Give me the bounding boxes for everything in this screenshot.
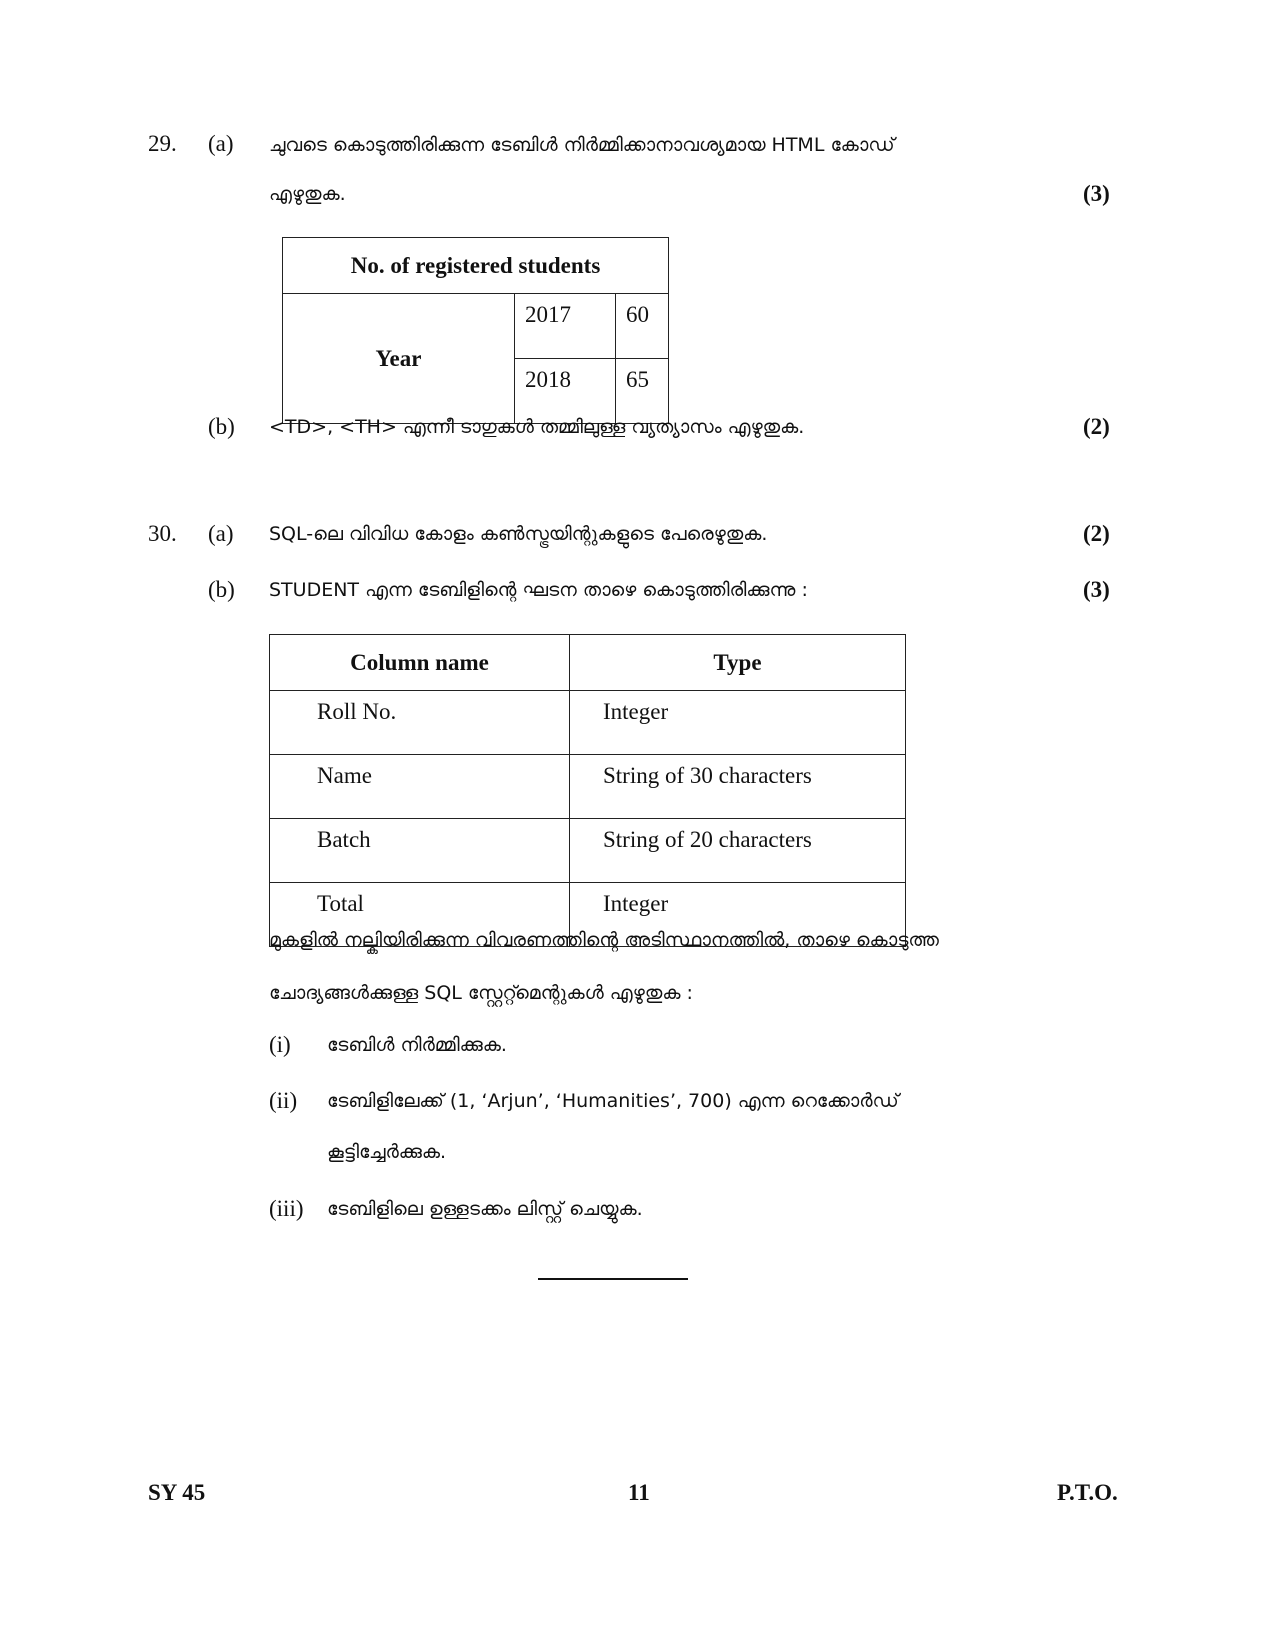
count-cell: 60 [616, 294, 669, 359]
footer-pto: P.T.O. [1057, 1480, 1118, 1505]
column-name-cell: Roll No. [270, 691, 570, 755]
q30-para-line2: ചോദ്യങ്ങൾക്കുള്ള SQL സ്റ്റേറ്റ്മെന്റുകൾ എഴുതുക : [269, 982, 693, 1004]
q29a-text-line2: എഴുതുക. [269, 183, 346, 205]
q29a-marks: (3) [1083, 181, 1110, 206]
table-row [270, 755, 906, 819]
type-cell: Integer [570, 691, 906, 755]
q30-item-ii-text-line2: കൂട്ടിച്ചേർക്കുക. [327, 1141, 447, 1163]
q30a-text: SQL-ലെ വിവിധ കോളം കൺസ്ട്രയിന്റുകളുടെ പേരെഴുതുക. [269, 523, 768, 545]
year-label-cell: Year [283, 294, 515, 424]
q30-para-line1: മുകളിൽ നല്കിയിരിക്കുന്ന വിവരണത്തിന്റെ അടിസ്ഥാനത്തിൽ, താഴെ കൊടുത്ത [269, 929, 939, 951]
table-header: No. of registered students [283, 238, 669, 294]
table-row [270, 691, 906, 755]
q30-item-ii-label: (ii) [269, 1088, 298, 1113]
column-name-cell: Batch [270, 819, 570, 883]
count-cell: 65 [616, 359, 669, 424]
registered-students-table [282, 237, 669, 424]
table-header-row [270, 635, 906, 691]
end-rule [538, 1278, 688, 1280]
footer-page-number: 11 [628, 1480, 650, 1505]
type-cell: Integer [570, 883, 906, 947]
table-row [270, 819, 906, 883]
q30-item-i-text: ടേബിൾ നിർമ്മിക്കുക. [327, 1034, 507, 1056]
q30a-label: (a) [208, 521, 234, 546]
q29a-text-part: ചുവടെ കൊടുത്തിരിക്കുന്ന ടേബിൾ നിർമ്മിക്കാനാവശ്യമായ HTML കോഡ് [269, 134, 895, 156]
column-name-header: Column name [270, 635, 570, 691]
q30b-label: (b) [208, 577, 235, 602]
q29a-text-line1 [269, 131, 1077, 157]
type-cell: String of 30 characters [570, 755, 906, 819]
column-name-cell: Total [270, 883, 570, 947]
type-cell: String of 20 characters [570, 819, 906, 883]
q29b-text: <TD>, <TH> എന്നീ ടാഗുകൾ തമ്മിലുള്ള വ്യത്യാസം എഴുതുക. [269, 416, 805, 438]
footer-code: SY 45 [148, 1480, 206, 1505]
q30a-marks: (2) [1083, 521, 1110, 546]
q29-number: 29. [148, 131, 177, 156]
type-header: Type [570, 635, 906, 691]
q30b-marks: (3) [1083, 577, 1110, 602]
year-cell: 2018 [515, 359, 616, 424]
year-cell: 2017 [515, 294, 616, 359]
table-header-row [283, 238, 669, 294]
table-row [283, 294, 669, 359]
q30-item-iii-label: (iii) [269, 1196, 304, 1221]
q29b-marks: (2) [1083, 414, 1110, 439]
q30b-text: STUDENT എന്ന ടേബിളിന്റെ ഘടന താഴെ കൊടുത്തിരിക്കുന്നു : [269, 579, 808, 601]
student-structure-table [269, 634, 906, 947]
q29a-label: (a) [208, 131, 234, 156]
q30-item-ii-text-line1: ടേബിളിലേക്ക് (1, ‘Arjun’, ‘Humanities’, 700) എന്ന റെക്കോർഡ് [327, 1090, 899, 1112]
q30-item-i-label: (i) [269, 1032, 291, 1057]
q30-item-iii-text: ടേബിളിലെ ഉള്ളടക്കം ലിസ്റ്റ് ചെയ്യുക. [327, 1198, 643, 1220]
q29b-label: (b) [208, 414, 235, 439]
column-name-cell: Name [270, 755, 570, 819]
q30-number: 30. [148, 521, 177, 546]
